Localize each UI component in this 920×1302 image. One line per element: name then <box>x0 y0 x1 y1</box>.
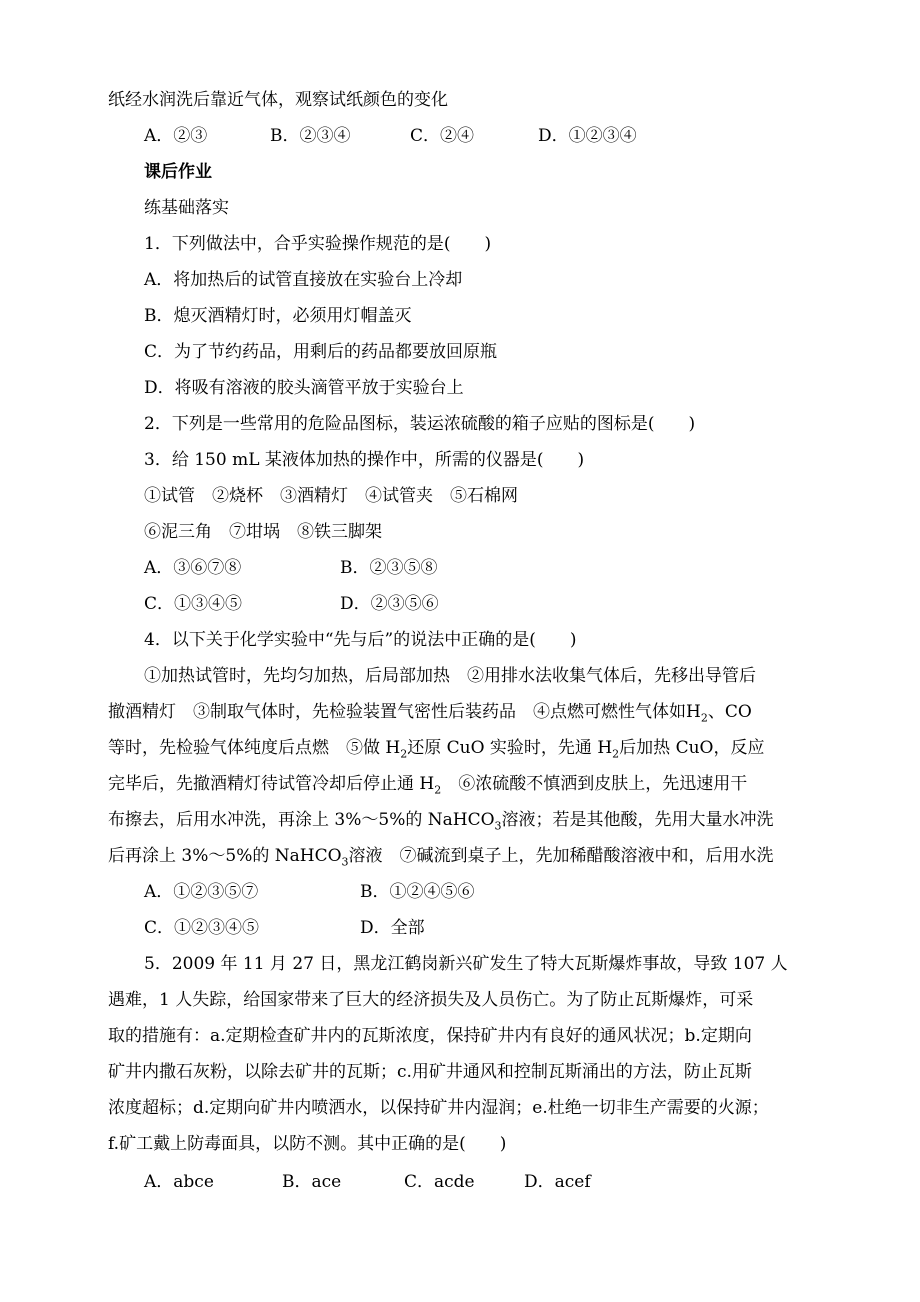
q1-stem: 1．下列做法中，合乎实验操作规范的是( ) <box>144 234 492 254</box>
q4-para-line-6: 后再涂上 3%～5%的 NaHCO$_3$溶液 ⑦碱流到桌子上，先加稀醋酸溶液中和，后用水洗 <box>108 846 774 869</box>
q5-line-6: f.矿工戴上防毒面具，以防不测。其中正确的是( ) <box>108 1134 507 1154</box>
q3-items-2: ⑥泥三角 ⑦坩埚 ⑧铁三脚架 <box>144 522 382 542</box>
q3-stem: 3．给 150 mL 某液体加热的操作中，所需的仪器是( ) <box>144 450 585 470</box>
q2-stem: 2．下列是一些常用的危险品图标，装运浓硫酸的箱子应贴的图标是( ) <box>144 414 696 434</box>
q4-para-line-2: 撤酒精灯 ③制取气体时，先检验装置气密性后装药品 ④点燃可燃性气体如$H_2$、CO <box>108 702 752 725</box>
option-c: C．①③④⑤ <box>144 594 243 614</box>
q5-line-5: 浓度超标；d.定期向矿井内喷洒水，以保持矿井内湿润；e.杜绝一切非生产需要的火源； <box>108 1098 769 1118</box>
option-c: C．①②③④⑤ <box>144 918 260 938</box>
option-d: D．①②③④ <box>538 126 637 146</box>
q4-options-row-2 <box>144 916 816 940</box>
q4-para-line-1: ①加热试管时，先均匀加热，后局部加热 ②用排水法收集气体后，先移出导管后 <box>144 666 756 686</box>
q1-option-c: C．为了节约药品，用剩后的药品都要放回原瓶 <box>144 342 498 362</box>
option-a: A．①②③⑤⑦ <box>144 882 259 902</box>
option-b: B．②③④ <box>270 126 351 146</box>
q4-para-line-4: 完毕后，先撤酒精灯待试管冷却后停止通 $H_2$ ⑥浓硫酸不慎洒到皮肤上，先迅速用干 <box>108 774 748 797</box>
option-a: A．③⑥⑦⑧ <box>144 558 242 578</box>
option-c: C．acde <box>404 1172 475 1192</box>
option-a: A．②③ <box>144 126 208 146</box>
q1-option-a: A．将加热后的试管直接放在实验台上冷却 <box>144 270 463 290</box>
q4-para-line-3: 等时，先检验气体纯度后点燃 ⑤做 $H_2$还原 CuO 实验时，先通 $H_2$后加热 CuO，反应 <box>108 738 765 761</box>
q4-stem: 4．以下关于化学实验中“先与后”的说法中正确的是( ) <box>144 630 577 650</box>
prev-question-options <box>144 124 816 148</box>
q3-options-row-1 <box>144 556 816 580</box>
option-d: D．acef <box>524 1172 591 1192</box>
q1-option-b: B．熄灭酒精灯时，必须用灯帽盖灭 <box>144 306 412 326</box>
q4-options-row-1 <box>144 880 816 904</box>
section-subtitle: 练基础落实 <box>144 198 229 218</box>
q5-options <box>144 1170 816 1194</box>
option-b: B．ace <box>282 1172 342 1192</box>
continuation-text: 纸经水润洗后靠近气体，观察试纸颜色的变化 <box>108 90 448 110</box>
section-title: 课后作业 <box>144 162 212 182</box>
option-b: B．①②④⑤⑥ <box>360 882 475 902</box>
q5-line-1: 5．2009 年 11 月 27 日，黑龙江鹤岗新兴矿发生了特大瓦斯爆炸事故，导致 107 人 <box>144 954 788 974</box>
option-d: D．②③⑤⑥ <box>340 594 439 614</box>
option-d: D．全部 <box>360 918 425 938</box>
q3-items-1: ①试管 ②烧杯 ③酒精灯 ④试管夹 ⑤石棉网 <box>144 486 518 506</box>
option-a: A．abce <box>144 1172 214 1192</box>
option-c: C．②④ <box>410 126 475 146</box>
q5-line-4: 矿井内撒石灰粉，以除去矿井的瓦斯；c.用矿井通风和控制瓦斯涌出的方法，防止瓦斯 <box>108 1062 752 1082</box>
q1-option-d: D．将吸有溶液的胶头滴管平放于实验台上 <box>144 378 464 398</box>
option-b: B．②③⑤⑧ <box>340 558 438 578</box>
q3-options-row-2 <box>144 592 816 616</box>
q5-line-3: 取的措施有：a.定期检查矿井内的瓦斯浓度，保持矿井内有良好的通风状况；b.定期向 <box>108 1026 752 1046</box>
q5-line-2: 遇难，1 人失踪，给国家带来了巨大的经济损失及人员伤亡。为了防止瓦斯爆炸，可采 <box>108 990 754 1010</box>
q4-para-line-5: 布擦去，后用水冲洗，再涂上 3%～5%的 NaHCO$_3$溶液；若是其他酸，先用大量水冲洗 <box>108 810 774 833</box>
